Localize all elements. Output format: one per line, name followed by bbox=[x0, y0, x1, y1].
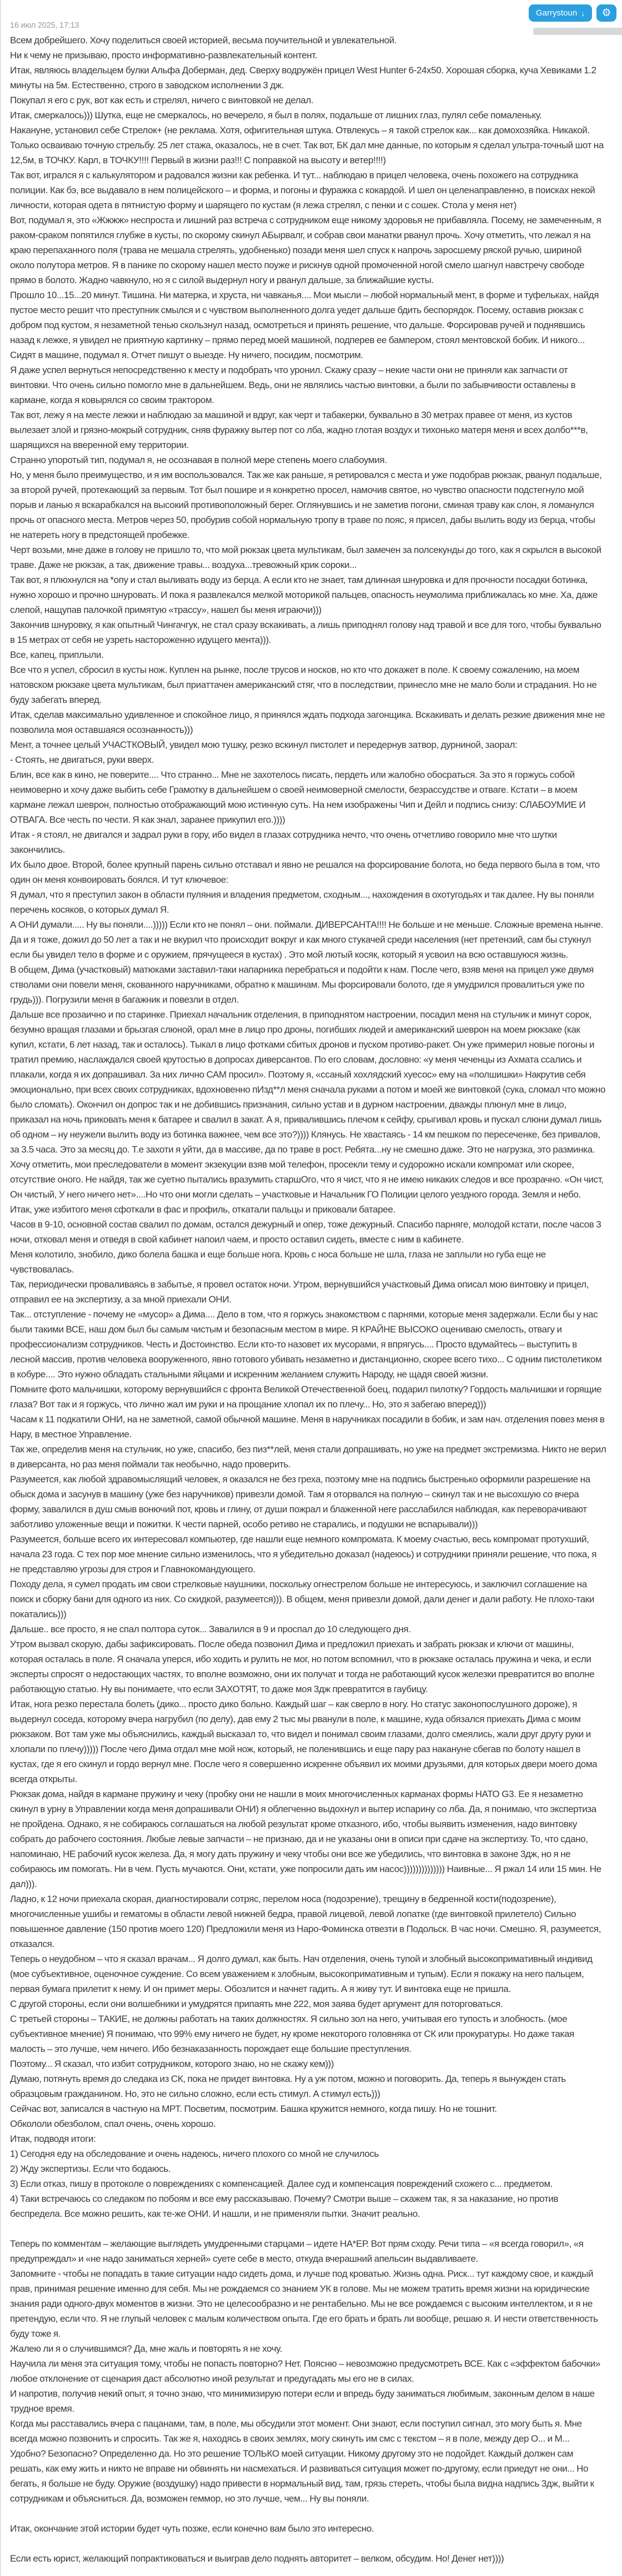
post-paragraph: Итак - я стоял, не двигался и задрал руки в гору, ибо видел в глазах сотрудника нечто, что очень отчетливо говорило мне что шутки закончились. bbox=[10, 829, 557, 855]
post-paragraph: Так, периодически проваливаясь в забытье, я провел остаток ночи. Утром, вернувшийся участковый Дима описал мою винтовку и прицел, отправил ее на экспертизу, а за мной приехали ОНИ. bbox=[10, 1279, 589, 1305]
settings-button[interactable] bbox=[596, 4, 616, 22]
post-paragraph: Прошло 10...15...20 минут. Тишина. Ни матерка, и хруста, ни чавканья.... Мои мысли – любой нормальный мент, в форме и туфельках, найдя пустое место решит что преступник смылся и с чувством выполненного долга уедет дальше бдить беспорядок. Посему, оставив рюкзак с добром под кустом, я незаметной тенью скользнул назад, осмотреться и принять решение, что дальше. Форсировав ручей и поднявшись назад к лежке, я увидел не приятную картинку – прямо перед моей машиной, подперев ее бампером, стоял ментовской бобик. И никого... bbox=[10, 290, 599, 345]
post-paragraph: Жалею ли я о случившимся? Да, мне жаль и повторять я не хочу. bbox=[10, 2343, 282, 2354]
post-paragraph: Так вот, я плюхнулся на *опу и стал выливать воду из берца. А если кто не знает, там длинная шнуровка и для прочности посадки ботинка, нужно хорошо и прочно шнуровать. И пока я развлекался мелкой моторикой пальцев, опасность неумолима приближалась ко мне. Ха, даже слепой, нащупав палочкой примятую «трассу», нашел бы меня играючи))) bbox=[10, 575, 598, 615]
post-body bbox=[1, 30, 622, 2576]
post-paragraph: 3) Если отказ, пишу в протоколе о повреждениях с компенсацией. Далее суд и компенсация повреждений схожего с... предметом. bbox=[10, 2178, 553, 2189]
post-paragraph: Накануне, установил себе Стрелок+ (не реклама. Хотя, офигительная штука. Отвлекусь – я такой стрелок как... как домохозяйка. Никакой. Только осваиваю точную стрельбу. 25 лет стажа, оказалось, не в счет. Так вот, БК дал мне данные, по которым я сделал ультра-точный шот на 12,5м, в ТОЧКУ. Карл, в ТОЧКУ!!!! Первый в жизни раз!!! С поправкой на высоту и ветер!!!!) bbox=[10, 125, 604, 165]
post-paragraph: Я даже успел вернуться непосредственно к месту и подобрать что уронил. Скажу сразу – некие части они не приняли как запчасти от винтовки. Что очень сильно помогло мне в дальнейшем. Ведь, они не являлись частью винтовки, а были по забывчивости оставлены в кармане, когда я ковырялся со своим трактором. bbox=[10, 365, 576, 405]
post-paragraph: Так вот, лежу я на месте лежки и наблюдаю за машиной и вдруг, как черт и табакерки, буквально в 30 метрах правее от меня, из кустов вылезает злой и грязно-мокрый сотрудник, сняв фуражку вытер пот со лба, жадно глотая воздух и тихонько матеря меня и всех долбо***в, шарящихся на вверенной ему территории. bbox=[10, 410, 588, 450]
post-paragraph: Обкололи обезболом, спал очень, очень хорошо. bbox=[10, 2119, 216, 2129]
post-paragraph: Сидят в машине, подумал я. Отчет пишут о выезде. Ну ничего, посидим, посмотрим. bbox=[10, 350, 363, 360]
post-timestamp: 16 июл 2025, 17:13 bbox=[10, 21, 79, 30]
paragraph-gap bbox=[10, 2221, 606, 2236]
post-paragraph: Но, у меня было преимущество, и я им воспользовался. Так же как раньше, я ретировался с места и уже подобрав рюкзак, рванул подальше, за второй ручей, протекающий за первым. Тот был пошире и я конкретно просел, намочив святое, но чувство опасности подстегнуло мой порыв и ланью я вскарабкался на высокий противоположный берег. Оглянувшись и не заметив погони, сминая траву как слон, я ломанулся прочь от опасного места. Метров через 50, пробурив собой нормальную тропу в траве по пояс, я присел, дабы вылить воду из берца, чтобы не натереть ногу в предстоящей пробежке. bbox=[10, 470, 602, 540]
post-paragraph: Теперь по комментам – желающие выглядеть умудренными старцами – идете НА*ЕР. Вот прям сходу. Речи типа – «я всегда говорил», «я предупреждал» и «не надо заниматься херней» суете себе в место, откуда вчерашний апельсин выдавливаете. bbox=[10, 2238, 584, 2264]
post-paragraph: Дальше.. все просто, я не спал полтора суток... Завалился в 9 и проспал до 10 следующего дня. bbox=[10, 1624, 411, 1634]
paragraph-gap bbox=[10, 2536, 606, 2551]
post-paragraph: Закончив шнуровку, я как опытный Чингачгук, не стал сразу вскакивать, а лишь приподнял голову над травой и все для того, чтобы буквально в 15 метрах от себя не узреть настороженно идущего мента))). bbox=[10, 620, 601, 645]
post-paragraph: Итак, уже избитого меня сфоткали в фас и профиль, откатали пальцы и приковали батарее. bbox=[10, 1204, 395, 1215]
post-paragraph: Итак, подводя итоги: bbox=[10, 2134, 96, 2144]
post-paragraph: Итак, окончание этой истории будет чуть позже, если конечно вам было это интересно. bbox=[10, 2523, 374, 2534]
post-paragraph: Часам к 11 подкатили ОНИ, на не заметной, самой обычной машине. Меня в наручниках посадили в бобик, и зам нач. отделения повез меня в Нару, в местное Управление. bbox=[10, 1414, 605, 1440]
post-paragraph: Помните фото мальчишки, которому вернувшийся с фронта Великой Отечественной боец, подарил пилотку? Гордость мальчишки и горящие глаза? Вот так и я горжусь, что лично жал им руки и на прощание хлопал их по плечу... Но, это я забегаю вперед))) bbox=[10, 1384, 602, 1410]
post-paragraph: Ладно, к 12 ночи приехала скорая, диагностировали сотряс, перелом носа (подозрение), трещину в бедренной кости(подозрение), многочисленные ушибы и гематомы в области левой нижней бедра, правой лицевой, левой лопатке (где винтовкой прилетело) Сильно повышенное давление (150 против моего 120) Предложили меня из Наро-Фоминска отвезти в Подольск. В час ночи. Смешно. Я, разумеется, отказался. bbox=[10, 1894, 601, 1949]
post-paragraph: Рюкзак дома, найдя в кармане пружину и чеку (пробку они не нашли в моих многочисленных карманах формы НАТО G3. Ее я незаметно скинул в урну в Управлении когда меня допрашивали ОНИ) я облегченно выдохнул и вытер испарину со лба. Да, я понимаю, что экспертиза не пройдена. Однако, я не собираюсь соглашаться на любой результат кроме отказного, ибо, чтобы выявить изменения, надо винтовку собрать до рабочего состояния. Любые левые запчасти – не признаю, да и не указаны они в описи при сдаче на экспертизу. То, что сдано, напоминаю, НЕ рабочий кусок железа. Да, я могу дать пружину и чеку чтобы они все же убедились, что винтовка в законе 3дж, но я не собираюсь им помогать. Ни в чем. Пусть мучаются. Они, кстати, уже попросили дать им насос)))))))))))))) Наивные... Я ржал 14 или 15 мин. Не дал))). bbox=[10, 1789, 601, 1889]
post-paragraph: Теперь о неудобном – что я сказал врачам... Я долго думал, как быть. Нач отделения, очень тупой и злобный высокопримативный индивид (мое субъективное, оценочное суждение. Со всем уважением к злобным, высокопримативным и тупым). Если я покажу на него пальцем, первая бумага прилетит к нему. И он примет меры. Обозлится и начнет гадить. А я живу тут. И винтовка еще не пришла. bbox=[10, 1954, 593, 1994]
post-paragraph: Дальше все прозаично и по старинке. Приехал начальник отделения, в приподнятом настроении, посадил меня на стульчик и минут сорок, безумно вращая глазами и брызгая слюной, орал мне в лицо про дроны, погибших людей и американский шеврон на моем рюкзаке (как купил, кстати, 6 лет назад, так и осталось). Тыкал в лицо фотками сбитых дронов и пуском противо-ракет. Он уже примерил новые погоны и тратил премию, наслаждался своей крутостью в допросах диверсантов. По его словам, дословно: «у меня чеченцы из Ахмата ссались и плакали, когда я их допрашивал. За них лично САМ просил». Поэтому я, «ссаный хохлядский хуесос» ему на «полшишки» Накрутив себя эмоционально, при всех своих сотрудниках, вдохновенно пИзд**л меня сначала руками а потом и моей же винтовкой (сука, сломал что можно было сломать). Окончил он допрос так и не добившись признания, сильно устав и в дурном настроении, дважды плюнул мне в лицо, приказал на ночь приковать меня к батарее и свалил в закат. А я, привалившись плечом к сейфу, срыгивал кровь и пускал слюни думал лишь об одном – ну неужели вылить воду из ботинка важнее, чем все это?)))) Клянусь. Не хвастаясь - 14 км пешком по пересеченке, без привалов, за 3.5 часа. Это за месяц до. Т.е захоти я уйти, да в массиве, да по траве в рост. Ребята...ну не смешно даже. Это не нагрузка, это разминка. bbox=[10, 1009, 606, 1155]
post-paragraph: Покупал я его с рук, вот как есть и стрелял, ничего с винтовкой не делал. bbox=[10, 95, 314, 105]
post-paragraph: В общем, Дима (участковый) матюками заставил-таки напарника перебраться и подойти к нам. После чего, взяв меня на прицел уже двумя стволами они повели меня, скованного наручниками, обратно к машинам. Мы форсировали болото, где я умудрился провалиться уже по грудь))). Погрузили меня в багажник и повезли в отдел. bbox=[10, 964, 594, 1005]
post-paragraph: Черт возьми, мне даже в голову не пришло то, что мой рюкзак цвета мультикам, был замечен за полсекунды до того, как я скрылся в высокой траве. Даже не рюкзак, а так, движение травы... воздуха...тревожный крик сороки... bbox=[10, 545, 601, 570]
post-paragraph: Так же, определив меня на стульчик, но уже, спасибо, без пиз**лей, меня стали допрашивать, но уже на предмет экстремизма. Никто не верил в диверсанта, но раз меня поймали так необычно, надо проверить. bbox=[10, 1444, 606, 1470]
post-paragraph: С другой стороны, если они волшебники и умудрятся припаять мне 222, моя заява будет аргумент для поторговаться. bbox=[10, 1999, 503, 2009]
paragraph-gap bbox=[10, 2506, 606, 2521]
post-paragraph: Научила ли меня эта ситуация тому, чтобы не попасть повторно? Нет. Поясню – невозможно предусмотреть ВСЕ. Как с «эффектом бабочки» любое отклонение от сценария даст абсолютно иной результат и предугадать мы его не в силах. bbox=[10, 2358, 600, 2384]
post-paragraph: Ни к чему не призываю, просто информативно-развлекательный контент. bbox=[10, 50, 318, 61]
gear-icon: ⚙ bbox=[601, 7, 611, 19]
user-menu-label: Garrystoun bbox=[536, 8, 578, 18]
post-paragraph: Блин, все как в кино, не поверите.... Что странно... Мне не захотелось писать, пердеть или жалобно обосраться. За это я горжусь собой неимоверно и хочу даже выбить себе Грамотку в дальнейшем о своей неимоверной смелости, безрассудстве и отваге. Кстати – в моем кармане лежал шеврон, полностью отображающий мою истинную суть. На нем изображены Чип и Дейл и подпись снизу: СЛАБОУМИЕ И ОТВАГА. Все честь по чести. Я как знал, заранее прикупил его.)))) bbox=[10, 769, 586, 825]
user-menu-button[interactable] bbox=[529, 4, 592, 22]
post-paragraph: Когда мы расставались вчера с пацанами, там, в поле, мы обсудили этот момент. Они знают, если поступил сигнал, это могу быть я. Мне всегда можно позвонить и спросить. Так же я, находясь в своих землях, могу скинуть им смс с текстом – я в поле, между дер О... и М... Удобно? Безопасно? Определенно да. Но это решение ТОЛЬКО моей ситуации. Никому другому это не подойдет. Каждый должен сам решать, как ему жить и никто не вправе ни обвинять ни насмехаться. И развиваться ситуация может по-другому, если приедут не они... Но бегать, я больше не буду. Оружие (воздушку) надо привести в нормальный вид, там, грязь стереть, чтобы была видна надпись 3дж, выйти к сотрудникам и объясниться. Да, возможен геммор, но это лучше, чем... Ну вы поняли. bbox=[10, 2418, 594, 2504]
post-paragraph: Итак, нога резко перестала болеть (дико... просто дико больно. Каждый шаг – как сверло в ногу. Но статус законопослушного дороже), я выдернул соседа, которому вчера нагрубил (по делу), дав ему 2 тыс мы рванули в поле, к машине, куда обязался приехать Дима с моим рюкзаком. Вот там уже мы объяснились, каждый высказал то, что видел и понимал своим глазами, долго смеялись, жали друг другу руки и хлопали по плечу))))) После чего Дима отдал мне мой нож, который, не поленившись и еще пару раз накануне сбегав по болоту нашел в кустах, где я его скинул и гордо вернул мне. После чего я совершенно искренне объявил их моими друзьями, для которых двери моего дома всегда открыты. bbox=[10, 1699, 598, 1784]
post-paragraph: 2) Жду экспертизы. Если что бодаюсь. bbox=[10, 2164, 171, 2174]
post-paragraph: Так вот, игрался я с калькулятором и радовался жизни как ребенка. И тут... наблюдаю в прицел человека, очень похожего на сотрудника полиции. Как бэ, все выдавало в нем полицейского – и форма, и погоны и фуражка с кокардой. И шел он целенаправленно, в поисках некой личности, которая одета в пятнистую форму и шарящего по кустам (я лежа стрелял, с пенки и с сошек. Стола у меня нет) bbox=[10, 170, 595, 210]
post-paragraph: Разумеется, больше всего их интересовал компьютер, где нашли еще немного компромата. К моему счастью, весь компромат протухший, начала 23 года. С тех пор мое мнение сильно изменилось, что я убедительно доказал (надеюсь) и сотрудники приняли решение, что пока, я не представляю угрозы для строя и Главнокомандующего. bbox=[10, 1534, 597, 1574]
post-paragraph: Итак, сделав максимально удивленное и спокойное лицо, я принялся ждать подхода загонщика. Вскакивать и делать резкие движения мне не позволила моя оставшаяся осознанность))) bbox=[10, 710, 605, 735]
post-paragraph: Часов в 9-10, основной состав свалил по домам, остался дежурный и опер, тоже дежурный. Спасибо парняге, молодой кстати, после часов 3 ночи, отковал меня и отведя в свой кабинет напоил чаем, и просто оставил сидеть, вместе с ним в кабинете. bbox=[10, 1219, 601, 1245]
post-paragraph: Так... отступление - почему не «мусор» а Дима.... Дело в том, что я горжусь знакомством с парнями, которые меня задержали. Если бы у нас были такими ВСЕ, наш дом был бы самым чистым и безопасным местом в мире. Я КРАЙНЕ ВЫСОКО оцениваю смелость, отвагу и профессионализм сотрудников. Честь и Достоинство. Если кто-то назовет их мусорами, я впрягусь.... Просто вдумайтесь – выступить в лесной массив, против человека вооруженного, явно готового убивать незаметно и дистанционно, скорее всего тихо... С одним пистолетиком в кобуре.... Это нужно обладать стальными яйцами и искренним желанием служить Народу, не щадя своей жизни. bbox=[10, 1309, 602, 1380]
post-paragraph: Походу дела, я сумел продать им свои стрелковые наушники, поскольку огнестрелом больше не интересуюсь, и заключил соглашение на поиск и сборку бани для одного из них. Со скидкой, разумеется))). В общем, меня привезли домой, дали денег и дали работу. Не плохо-таки покатались))) bbox=[10, 1579, 594, 1619]
post-paragraph: Странно упоротый тип, подумал я, не осознавая в полной мере степень моего слабоумия. bbox=[10, 455, 387, 465]
collapsed-panel-bar bbox=[533, 28, 622, 35]
post-paragraph: Утром вызвал скорую, дабы зафиксировать. После обеда позвонил Дима и предложил приехать и забрать рюкзак и ключи от машины, которая осталась в поле. Я сначала уперся, ибо ходить и рулить не мог, но потом вспомнил, что в рюкзаке осталась пружина и чека, и если эксперты спросят о недостающих частях, то вполне возможно, они их получат и тогда не работающий кусок железки превратится во вполне работающую статью. Ну вы понимаете, что если ЗАХОТЯТ, то даже моя 3дж превратится в гаубицу. bbox=[10, 1639, 595, 1694]
post-paragraph: Сейчас вот, записался в частную на МРТ. Посветим, посмотрим. Башка кружится немного, когда пишу. Но не тошнит. bbox=[10, 2104, 497, 2114]
post-paragraph: Думаю, потянуть время до следака из СК, пока не придет винтовка. Ну а уж потом, можно и поговорить. Да, теперь я вынужден стать образцовым гражданином. Но, это не сильно сложно, если есть стимул. А стимул есть))) bbox=[10, 2074, 566, 2099]
post-paragraph: 1) Сегодня еду на обследование и очень надеюсь, ничего плохого со мной не случилось bbox=[10, 2149, 379, 2159]
post-paragraph: Вот, подумал я, это «Жжжж» неспроста и лишний раз встреча с сотрудником еще никому здоровья не прибавляла. Посему, не замеченным, я раком-сраком попятился глубже в кусты, по скорому скинул АБырвалг, и собрав свои манатки рванул прочь. Хочу отметить, что лежал я на краю перепаханного поля (трава не мешала стрелять, удобненько) позади меня шел спуск к напрочь заросшему ряской ручью, шириной около полутора метров. Я в панике по скорому нашел место поуже и рискнув одной промоченной ногой смело шагнул навстречу свободе прямо в болото. Жадно чавкнуло, но я с силой выдернул ногу и рванул дальше, за ближайшие кусты. bbox=[10, 215, 601, 285]
post-paragraph: Всем добрейшего. Хочу поделиться своей историей, весьма поучительной и увлекательной. bbox=[10, 35, 397, 46]
post-paragraph: Хочу отметить, мои преследователи в момент экзекуции взяв мой телефон, просекли тему и судорожно искали компромат или скорее, отсутствие оного. Не найдя, так же суетно пытались вразумить старшОго, что я чист, что я не имею никаких следов и все прозрачно. «Он чист, Он чистый, У него ничего нет»....Но что они могли сделать – участковые и Начальник ГО Полиции целого уездного города. Земля и небо. bbox=[10, 1159, 604, 1200]
post-paragraph: Их было двое. Второй, более крупный парень сильно отставал и явно не решался на форсирование болота, но беда первого была в том, что один он меня конвоировать боялся. И тут ключевое: bbox=[10, 859, 600, 885]
post-paragraph: Разумеется, как любой здравомыслящий человек, я оказался не без греха, поэтому мне на подпись быстренько оформили разрешение на обыск дома и засунув в машину (уже без наручников) привезли домой. Там я оторвался на полную – скинул так и не высохшую со вчера форму, завалился в душ смыв вонючий пот, кровь и глину, от души пожрал и блаженной неге расслабился наблюдая, как переворачивают заботливо уложенные вещи и пожитки. К чести парней, особо ретиво не старались, и подушки не вспарывали))) bbox=[10, 1474, 590, 1530]
post-paragraph: Меня колотило, знобило, дико болела башка и еще больше нога. Кровь с носа больше не шла, глаза не заплыли но губа еще не чувствовалась. bbox=[10, 1249, 546, 1275]
post-paragraph: Все что я успел, сбросил в кусты нож. Куплен на рынке, после трусов и носков, но кто что докажет в поле. К своему сожалению, на моем натовском рюкзаке цвета мультикам, был приаттачен американский стяг, что в последствии, принесло мне не мало боли и страдания. Но не буду забегать вперед. bbox=[10, 665, 597, 705]
post-paragraph: 4) Таки встречаюсь со следаком по побоям и все ему рассказываю. Почему? Смотри выше – скажем так, я за наказание, но против беспредела. Все можно решить, как те-же ОНИ. И нашли, и не применяли пытки. Значит реально. bbox=[10, 2193, 559, 2219]
post-paragraph: Поэтому... Я сказал, что избит сотрудником, которого знаю, но не скажу кем))) bbox=[10, 2059, 334, 2069]
post-paragraph: Итак, смеркалось))) Шутка, еще не смеркалось, но вечерело, я был в полях, подальше от лишних глаз, пулял себе помаленьку. bbox=[10, 110, 542, 120]
post-paragraph: Все, капец, приплыли. bbox=[10, 650, 104, 660]
post-paragraph: Мент, а точнее целый УЧАСТКОВЫЙ, увидел мою тушку, резко вскинул пистолет и передернув затвор, дурниной, заорал: bbox=[10, 739, 518, 750]
post-paragraph: Если есть юрист, желающий попрактиковаться и выиграв дело поднять авторитет – велком, обсудим. Но! Денег нет)))) bbox=[10, 2553, 504, 2564]
post-paragraph: Запомните - чтобы не попадать в такие ситуации надо сидеть дома, и лучше под кроватью. Жизнь одна. Риск... тут каждому свое, и каждый прав, принимая решение именно для себя. Мы не рождаемся со знанием УК в голове. Мы не можем тратить время жизни на юридические знания ради одного-двух моментов в жизни. Это не целесообразно и не рентабельно. Мы не все рождаемся с высоким интеллектом, и я не претендую, если что. Я не глупый человек с малым количеством опыта. Где его брать и брать ли вообще, решаю я. И нести ответственность буду тоже я. bbox=[10, 2268, 598, 2339]
post-paragraph: Итак, являюсь владельцем булки Альфа Доберман, дед. Сверху водружён прицел West Hunter 6-24x50. Хорошая сборка, куча Хевиками 1.2 минуты на 5м. Естественно, строго в заводском исполнении 3 дж. bbox=[10, 65, 596, 90]
post-paragraph: Я думал, что я преступил закон в области пуляния и владения предметом, сходным..., нахождения в охотугодьях и так далее. Ну вы поняли перечень косяков, о которых думал Я. bbox=[10, 889, 594, 915]
chevron-down-icon: ↓ bbox=[581, 8, 585, 18]
post-paragraph: С третьей стороны – ТАКИЕ, не должны работать на таких должностях. Я сильно зол на него, учитывая его тупость и злобность. (мое субъективное мнение) Я понимаю, что 99% ему ничего не будет, ну кроме некоторого головняка от СК или прокуратуры. Но даже такая малость – это лучше, чем ничего. Ибо безнаказанность порождает еще большие преступления. bbox=[10, 2014, 574, 2054]
post-paragraph: А ОНИ думали..... Ну вы поняли....))))) Если кто не понял – они. поймали. ДИВЕРСАНТА!!!! Не больше и не меньше. Сложные времена нынче. Да и я тоже, дожил до 50 лет а так и не вкурил что происходит вокруг и как много стукачей среди населения (нет претензий, сам бы стукнул если бы увидел тело в форме и с оружием, прячущееся в кустах) . Это мой лютый косяк, который я усвоил на всю оставшуюся жизнь. bbox=[10, 919, 603, 960]
post-paragraph: - Стоять, не двигаться, руки вверх. bbox=[10, 754, 154, 765]
post-paragraph: И напротив, получив некий опыт, я точно знаю, что минимизирую потери если и впредь буду заниматься любимым, законным делом в наше трудное время. bbox=[10, 2388, 595, 2414]
